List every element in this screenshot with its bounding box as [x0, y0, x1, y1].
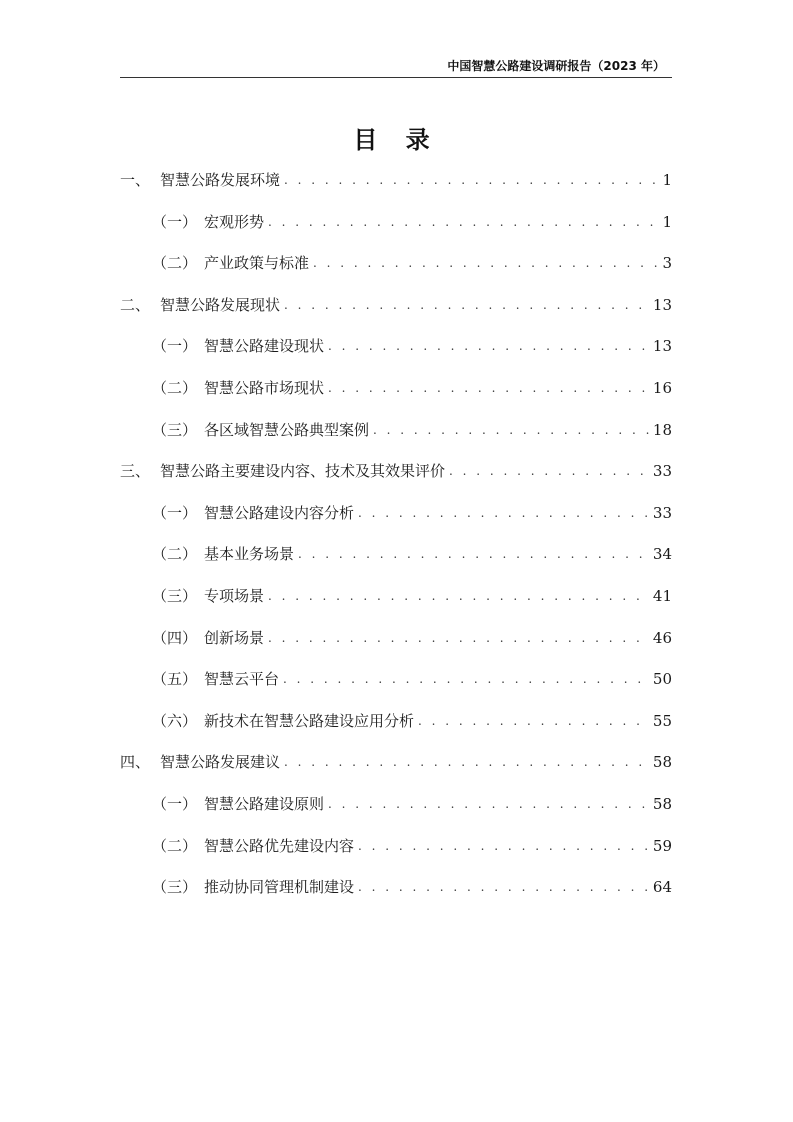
toc-entry-number: （三）	[152, 878, 198, 897]
toc-entry-number: （三）	[152, 420, 198, 439]
toc-entry-number: （二）	[152, 254, 198, 273]
toc-entry[interactable]	[152, 876, 672, 898]
toc-entry[interactable]	[152, 419, 672, 441]
toc-entry-page-number: 16	[652, 379, 672, 397]
toc-entry-page-number: 46	[652, 628, 672, 647]
toc-entry-title: 专项场景	[204, 587, 265, 605]
toc-entry[interactable]	[152, 543, 672, 565]
toc-entry-number: （五）	[152, 670, 198, 689]
toc-entry[interactable]	[152, 627, 672, 649]
toc-entry[interactable]	[152, 585, 672, 607]
toc-entry-page-number: 64	[652, 878, 672, 897]
toc-entry-number: （三）	[152, 587, 198, 605]
toc-entry-title: 智慧公路建设现状	[204, 337, 325, 356]
dot-leader	[268, 585, 649, 607]
toc-entry-title: 智慧公路发展建议	[160, 753, 281, 772]
toc-entry-title: 智慧公路市场现状	[204, 379, 325, 397]
header-divider	[120, 77, 672, 78]
toc-entry-number: （一）	[152, 503, 198, 522]
toc-entry-title: 智慧云平台	[204, 670, 280, 689]
toc-entry-title: 智慧公路发展环境	[160, 171, 281, 189]
toc-entry-page-number: 18	[652, 420, 672, 439]
toc-entry[interactable]	[120, 751, 672, 773]
toc-entry-title: 基本业务场景	[204, 545, 295, 564]
toc-entry-title: 智慧公路建设内容分析	[204, 503, 355, 522]
toc-entry-page-number: 1	[662, 171, 672, 189]
toc-entry[interactable]	[152, 252, 672, 274]
toc-entry[interactable]	[152, 377, 672, 399]
toc-entry-title: 各区域智慧公路典型案例	[204, 420, 370, 439]
toc-entry-number: （一）	[152, 795, 198, 813]
toc-entry-page-number: 13	[652, 295, 672, 314]
toc-entry-page-number: 58	[652, 795, 672, 813]
running-header: 中国智慧公路建设调研报告（2023 年）	[447, 59, 665, 73]
toc-entry[interactable]	[152, 835, 672, 857]
toc-entry-page-number: 50	[652, 670, 672, 689]
toc-entry-page-number: 55	[652, 711, 672, 730]
toc-entry[interactable]	[120, 294, 672, 316]
toc-entry-title: 新技术在智慧公路建设应用分析	[204, 711, 415, 730]
toc-entry-page-number: 13	[652, 337, 672, 356]
dot-leader	[268, 211, 658, 233]
toc-entry-title: 智慧公路主要建设内容、技术及其效果评价	[160, 462, 446, 481]
toc-entry-title: 产业政策与标准	[204, 254, 310, 273]
toc-entry-title: 智慧公路发展现状	[160, 295, 281, 314]
toc-entry-title: 智慧公路优先建设内容	[204, 836, 355, 855]
toc-entry-page-number: 59	[652, 836, 672, 855]
dot-leader	[358, 835, 649, 857]
toc-entry-number: （一）	[152, 212, 198, 231]
toc-entry-number: （六）	[152, 711, 198, 730]
toc-entry[interactable]	[152, 211, 672, 233]
toc-entry-page-number: 33	[652, 462, 672, 481]
toc-entry-number: （一）	[152, 337, 198, 356]
toc-entry-page-number: 3	[662, 254, 672, 273]
toc-entry[interactable]	[152, 502, 672, 524]
toc-entry-number: 一、	[120, 171, 151, 189]
dot-leader	[418, 710, 649, 732]
dot-leader	[313, 252, 658, 274]
toc-entry-page-number: 34	[652, 545, 672, 564]
dot-leader	[373, 419, 649, 441]
toc-entry-title: 宏观形势	[204, 212, 265, 231]
toc-entry-number: （二）	[152, 379, 198, 397]
toc-entry-title: 推动协同管理机制建设	[204, 878, 355, 897]
toc-entry-page-number: 58	[652, 753, 672, 772]
dot-leader	[328, 377, 649, 399]
dot-leader	[268, 627, 649, 649]
toc-entry-page-number: 33	[652, 503, 672, 522]
dot-leader	[284, 294, 649, 316]
toc-entry-number: 三、	[120, 462, 151, 481]
toc-entry-title: 智慧公路建设原则	[204, 795, 325, 813]
dot-leader	[283, 668, 649, 690]
dot-leader	[358, 502, 649, 524]
dot-leader	[328, 793, 649, 815]
dot-leader	[358, 876, 649, 898]
toc-entry[interactable]	[152, 668, 672, 690]
dot-leader	[284, 751, 649, 773]
dot-leader	[298, 543, 649, 565]
toc-entry[interactable]	[120, 169, 672, 191]
dot-leader	[449, 460, 649, 482]
toc-entry-number: 四、	[120, 753, 151, 772]
toc-entry[interactable]	[152, 793, 672, 815]
toc-title: 目 录	[353, 126, 440, 154]
dot-leader	[328, 335, 649, 357]
dot-leader	[284, 169, 658, 191]
toc-entry-number: （四）	[152, 628, 198, 647]
toc-entry-title: 创新场景	[204, 628, 265, 647]
toc-entry-page-number: 41	[652, 587, 672, 605]
toc-entry-number: （二）	[152, 545, 198, 564]
toc-entry-number: （二）	[152, 836, 198, 855]
toc-entry[interactable]	[120, 460, 672, 482]
toc-entry-page-number: 1	[662, 212, 672, 231]
toc-entry[interactable]	[152, 335, 672, 357]
toc-entry-number: 二、	[120, 295, 151, 314]
toc-entry[interactable]	[152, 710, 672, 732]
